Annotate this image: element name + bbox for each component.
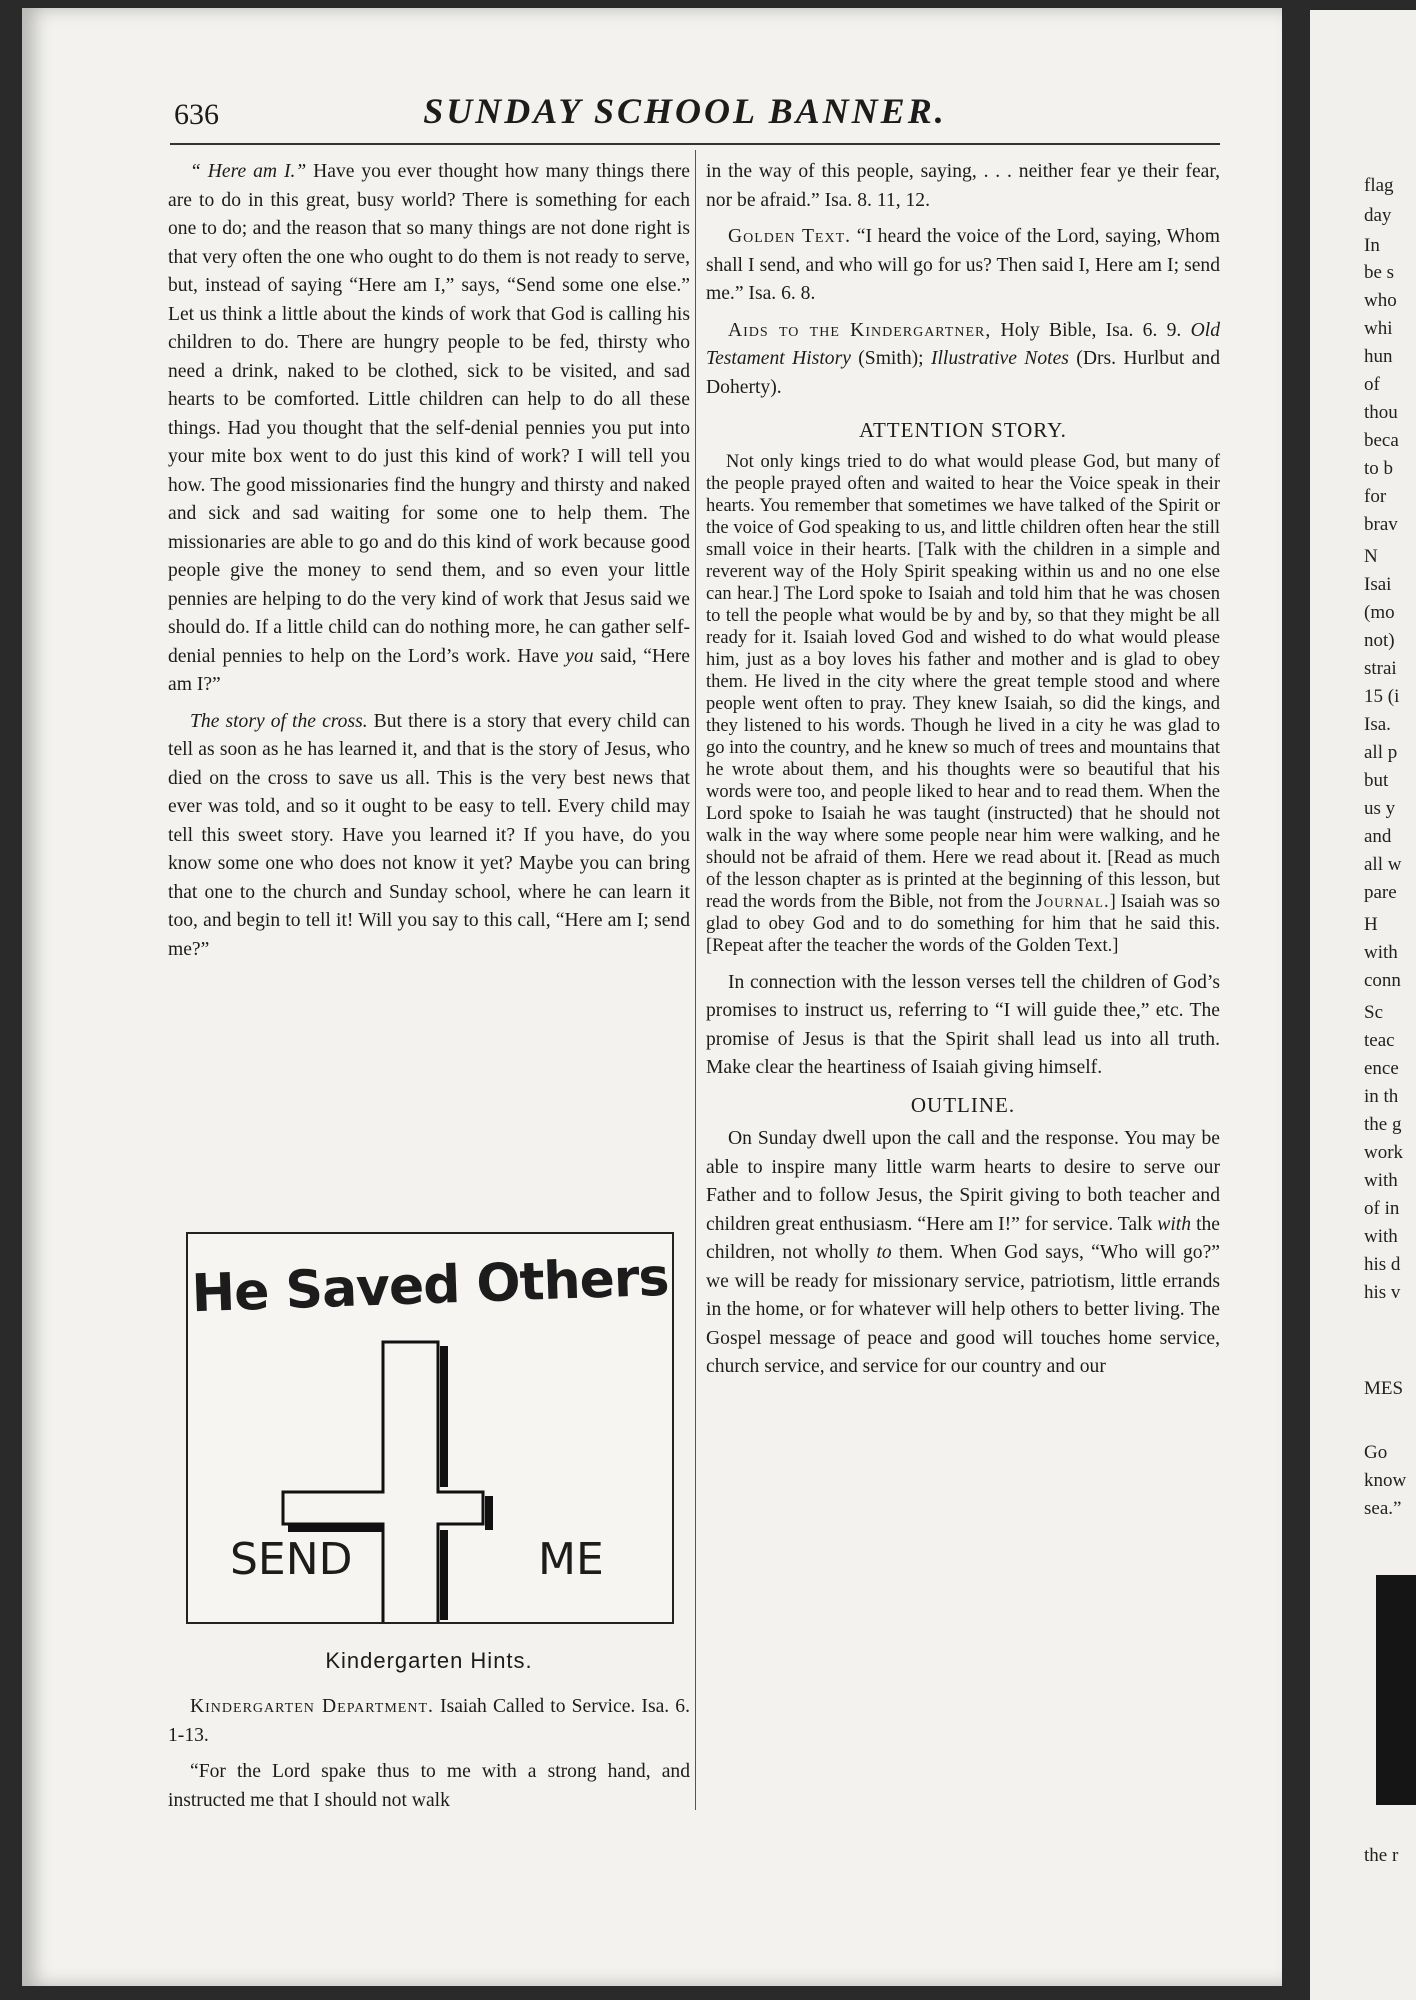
adjacent-page-line: pare (1364, 882, 1397, 903)
adjacent-page-line: be s (1364, 262, 1395, 283)
outline-text-1: On Sunday dwell upon the call and the response. You may be able to inspire many little warm hearts to desire to serve our Father and to follow Jesus, the Spirit giving to both teacher and children great enthusiasm. “Here am I!” for service. Talk (706, 1128, 1220, 1235)
page-number: 636 (174, 98, 219, 131)
adjacent-page-line: in th (1364, 1086, 1399, 1107)
kindergarten-hints-caption: Kindergarten Hints. (325, 1648, 533, 1673)
adjacent-page-line: whi (1364, 318, 1393, 339)
right-column (706, 158, 1220, 1390)
aids-paragraph (706, 317, 1220, 403)
aids-text-1: Holy Bible, Isa. 6. 9. (991, 319, 1191, 341)
adjacent-page-line: teac (1364, 1030, 1395, 1051)
emphasis-you: you (565, 645, 594, 667)
adjacent-page-line: not) (1364, 630, 1395, 651)
poster-title: He Saved Others (190, 1247, 670, 1325)
header-rule (170, 143, 1220, 145)
adjacent-page-line: beca (1364, 430, 1399, 451)
outline-text-2: the children, not wholly (706, 1213, 1221, 1263)
adjacent-page-line: us y (1364, 798, 1396, 819)
adjacent-page-line: know (1364, 1470, 1407, 1491)
aids-ot-history: Old Testament History (706, 319, 1220, 369)
adjacent-page-line: MES (1364, 1378, 1404, 1399)
adjacent-page-line: N (1364, 546, 1378, 567)
adjacent-page-line: Sc (1364, 1002, 1383, 1023)
adjacent-page-line: the r (1364, 1845, 1399, 1866)
adjacent-page-line: H (1364, 914, 1378, 935)
adjacent-page-line: sea.” (1364, 1498, 1402, 1519)
story-of-cross-lead: The story of the cross. (190, 710, 368, 732)
left-column (168, 158, 690, 972)
adjacent-page-line: with (1364, 942, 1398, 963)
page-header (150, 90, 1220, 140)
aids-label: Aids to the Kindergartner, (728, 319, 992, 341)
adjacent-page-line: thou (1364, 402, 1398, 423)
story-of-cross-body: But there is a story that every child can tell as soon as he has learned it, and that is the story of Jesus, who died on the cross to save us all. This is the very best news that ever was told, and so it ought to be easy to tell. Every child may tell this sweet story. Have you learned it? If you have, do you know some one who does not know it yet? Maybe you can bring that one to the church and Sunday school, where he can learn it too, and begin to tell it! Will you say to this call, “Here am I; send me?” (168, 710, 690, 960)
outline-heading: OUTLINE. (910, 1092, 1016, 1117)
adjacent-page-line: day (1364, 205, 1392, 226)
adjacent-page-line: to b (1364, 458, 1394, 479)
attention-story-body: Not only kings tried to do what would please God, but many of the people prayed often and waited to hear the Voice speak in their hearts. You remember that sometimes we have talked of the Spirit or the voice of God speaking to us, and little children often hear the still small voice in their hearts. [Talk with the children in a simple and reverent way of the Holy Spirit speaking within us and no one else can hear.] The Lord spoke to Isaiah and told him that he was chosen to tell the people what would be by and by, so that they might be all ready for it. Isaiah loved God and wished to do what would please him, just as a boy loves his father and mother and is glad to obey them. He lived in the city where the great temple stood and where people went often to pray. They knew Isaiah, so did the kings, and they listened to his words. Though he lived in a city he was glad to go into the country, and he knew so much of trees and mountains that he wrote about them, and his thoughts were so beautiful that his words were too, and people liked to hear and to read them. When the Lord spoke to Isaiah he was taught (instructed) that he should not walk in the way where some people near him were walking, and he should not be afraid of them. Here we read about it. [Read as much of the lesson chapter as is printed at the beginning of this lesson, but read the words from the Bible, not from the (706, 451, 1220, 912)
adjacent-page-line: Go (1364, 1442, 1388, 1463)
adjacent-page-line: and (1364, 826, 1392, 847)
here-am-i-end: said, “Here am I?” (168, 645, 690, 695)
adjacent-page-line: of (1364, 374, 1380, 395)
adjacent-page-line: of in (1364, 1198, 1400, 1219)
adjacent-page-fragment (1310, 10, 1416, 2000)
connection-paragraph: In connection with the lesson verses tell the children of God’s promises to instruct us, referring to “I will guide thee,” etc. The promise of Jesus is that the Spirit shall lead us into all truth. Make clear the heartiness of Isaiah giving himself. (706, 971, 1220, 1078)
kindergarten-department-text: Isaiah Called to Service. Isa. 6. 1-13. (168, 1696, 690, 1746)
adjacent-page-line: all p (1364, 742, 1398, 763)
attention-journal: Journal. (1035, 891, 1110, 912)
here-am-i-lead: “ Here am I.” (190, 161, 307, 182)
adjacent-page-line: with (1364, 1226, 1398, 1247)
adjacent-page-line: his v (1364, 1282, 1401, 1303)
outline-text-3: them. When God says, “Who will go?” we will be ready for missionary service, patriotism, little errands in the home, or for whatever will help others to better living. The Gospel message of peace and good will touches home service, church service, and service for our country and our (706, 1242, 1221, 1377)
poster-me-word: ME (538, 1534, 604, 1585)
attention-story-text (706, 451, 1220, 957)
quote-continuation: in the way of this people, saying, . . . neither fear ye their fear, nor be afraid.” Isa. 8. 11, 12. (706, 161, 1220, 211)
adjacent-page-line: 15 (i (1364, 686, 1400, 707)
adjacent-page-line: for (1364, 486, 1387, 507)
outline-with: with (1157, 1213, 1192, 1235)
here-am-i-body: Have you ever thought how many things there are to do in this great, busy world? There is something for each one to do; and the reason that so many things are not done right is that very often the one who ought to do them is not ready to serve, but, instead of saying “Here am I,” says, “Send some one else.” Let us think a little about the kinds of work that God is calling his children to do. There are hungry people to be fed, thirsty who need a drink, naked to be clothed, sick to be visited, and sad hearts to be comforted. Little children can help to do all these things. Had you thought that the self-denial pennies you put into your mite box went to do just this kind of work? I will tell you how. The good missionaries find the hungry and thirsty and naked and sick and sad waiting for some one to help them. The missionaries are able to go and do this kind of work because good people give the money to send them, and so even your little pennies are helping to do the very kind of work that Jesus said we should do. If a little child can do nothing more, he can gather self-denial pennies to help on the Lord’s work. Have (168, 161, 690, 667)
adjacent-page-line: Isai (1364, 574, 1392, 595)
adjacent-page-line: In (1364, 235, 1380, 256)
kindergarten-quote: “For the Lord spake thus to me with a strong hand, and instructed me that I should not walk (168, 1761, 690, 1811)
column-divider (695, 150, 696, 1810)
adjacent-page-line: ence (1364, 1058, 1399, 1079)
adjacent-page-line: hun (1364, 346, 1393, 367)
kindergarten-section (168, 1693, 690, 1823)
aids-text-3: (Drs. Hurlbut and Doherty). (706, 348, 1220, 398)
adjacent-page-line: conn (1364, 970, 1401, 991)
poster-send-word: SEND (230, 1534, 353, 1585)
adjacent-page-line: the g (1364, 1114, 1402, 1135)
outline-paragraph (706, 1125, 1220, 1382)
adjacent-page-line: with (1364, 1170, 1398, 1191)
adjacent-page-line: brav (1364, 514, 1398, 535)
adjacent-page-line: his d (1364, 1254, 1401, 1275)
kindergarten-department-line (168, 1693, 690, 1750)
outline-to: to (876, 1242, 892, 1263)
adjacent-page-line: Isa. (1364, 714, 1391, 735)
adjacent-page-line: all w (1364, 854, 1402, 875)
adjacent-page-line: but (1364, 770, 1389, 791)
aids-text-2: (Smith); (850, 348, 931, 369)
story-of-cross-paragraph (168, 708, 690, 965)
adjacent-page-line: (mo (1364, 602, 1395, 623)
golden-text-label: Golden Text. (728, 226, 852, 247)
adjacent-page-image (1376, 1575, 1416, 1805)
attention-story-block (706, 451, 1220, 957)
here-am-i-paragraph (168, 158, 690, 700)
aids-notes: Illustrative Notes (930, 348, 1069, 369)
adjacent-page-line: strai (1364, 658, 1397, 679)
adjacent-page-line: who (1364, 290, 1397, 311)
attention-story-heading: ATTENTION STORY. (859, 418, 1067, 442)
running-title: SUNDAY SCHOOL BANNER. (423, 91, 947, 131)
kindergarten-department-label: Kindergarten Department. (190, 1696, 434, 1717)
adjacent-page-line: work (1364, 1142, 1404, 1163)
golden-text-body: “I heard the voice of the Lord, saying, Whom shall I send, and who will go for us? Then said I, Here am I; send me.” Isa. 6. 8. (706, 226, 1220, 304)
he-saved-others-poster (186, 1232, 674, 1624)
adjacent-page-line: flag (1364, 175, 1394, 196)
attention-story-end: ] Isaiah was so glad to obey God and to do something for him that he said this. [Repeat after the teacher the words of the Golden Text.] (706, 891, 1220, 956)
golden-text-paragraph (706, 223, 1220, 309)
